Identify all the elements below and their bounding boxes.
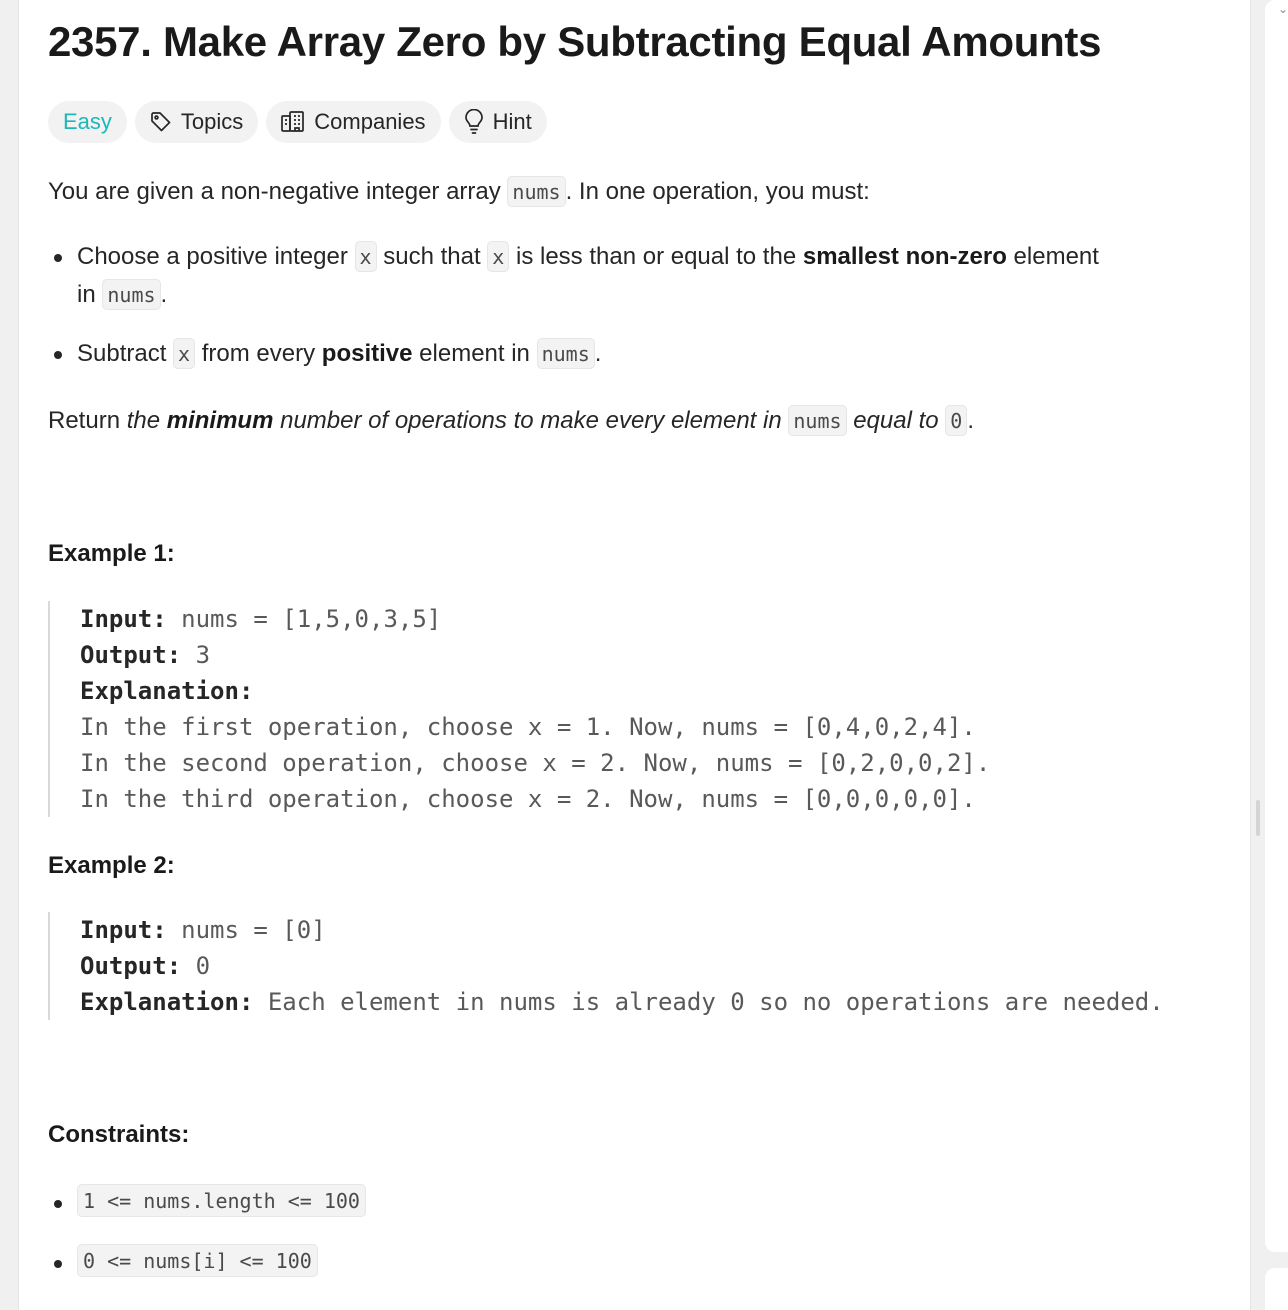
companies-label: Companies xyxy=(314,109,426,134)
difficulty-badge xyxy=(48,101,127,143)
inline-code: x xyxy=(355,241,377,272)
intro-text: You are given a non-negative integer array xyxy=(48,178,508,205)
input-value: nums = [0] xyxy=(166,916,326,944)
text: element xyxy=(1006,243,1099,270)
text: . xyxy=(594,340,602,367)
hint-label: Hint xyxy=(492,109,532,134)
companies-button[interactable] xyxy=(266,101,440,143)
explanation-label: Explanation: xyxy=(80,988,254,1016)
list-item xyxy=(48,335,1228,373)
explanation-label: Explanation: xyxy=(80,677,254,705)
constraints-heading: Constraints: xyxy=(48,1121,190,1148)
bold-text: smallest non-zero xyxy=(802,243,1007,270)
text: Return xyxy=(48,407,127,434)
lightbulb-icon xyxy=(463,109,485,135)
inline-code: 0 xyxy=(945,405,967,436)
inline-code: nums xyxy=(507,176,565,207)
explanation-line: In the first operation, choose x = 1. Now, nums = [0,4,0,2,4]. xyxy=(80,713,976,741)
italic-text: the xyxy=(126,407,167,434)
input-label: Input: xyxy=(80,916,167,944)
italic-text: number of operations to make every element in xyxy=(273,407,789,434)
bold-text: positive xyxy=(321,340,413,367)
input-value: nums = [1,5,0,3,5] xyxy=(166,605,442,633)
explanation-line: In the third operation, choose x = 2. Now, nums = [0,0,0,0,0]. xyxy=(80,785,976,813)
hint-button[interactable] xyxy=(449,101,547,143)
topics-label: Topics xyxy=(180,109,244,134)
inline-code: nums xyxy=(102,279,160,310)
example-1-heading: Example 1: xyxy=(48,540,175,567)
example-2-block xyxy=(48,912,1164,1020)
topics-button[interactable] xyxy=(135,101,258,143)
right-panel xyxy=(1265,0,1288,1252)
output-label: Output: xyxy=(80,952,182,980)
explanation-value: Each element in nums is already 0 so no operations are needed. xyxy=(253,988,1164,1016)
input-label: Input: xyxy=(80,605,167,633)
tag-icon xyxy=(149,110,173,134)
output-label: Output: xyxy=(80,641,182,669)
text: . xyxy=(967,407,974,434)
text: is less than or equal to the xyxy=(509,243,803,270)
problem-tags xyxy=(48,101,547,143)
italic-text: equal to xyxy=(846,407,946,434)
text: in xyxy=(77,281,103,308)
intro-text-end: . In one operation, you must: xyxy=(565,178,870,205)
inline-code: nums xyxy=(537,338,595,369)
text: such that xyxy=(376,243,488,270)
inline-code: x xyxy=(173,338,195,369)
text: element in xyxy=(412,340,537,367)
problem-title[interactable]: 2357. Make Array Zero by Subtracting Equal Amounts xyxy=(48,18,1102,65)
panel-resize-handle[interactable] xyxy=(1256,800,1260,836)
intro-paragraph xyxy=(48,173,870,211)
example-1-block xyxy=(48,601,990,817)
text: . xyxy=(160,281,168,308)
constraint-code: 1 <= nums.length <= 100 xyxy=(77,1184,366,1217)
chevron-down-icon[interactable]: ⌄ xyxy=(1278,2,1288,16)
right-panel-lower xyxy=(1265,1268,1288,1310)
text: Subtract xyxy=(77,340,174,367)
output-value: 0 xyxy=(181,952,211,980)
constraint-code: 0 <= nums[i] <= 100 xyxy=(77,1244,318,1277)
text: from every xyxy=(195,340,322,367)
inline-code: x xyxy=(487,241,509,272)
building-icon xyxy=(280,110,306,134)
output-value: 3 xyxy=(181,641,211,669)
return-paragraph xyxy=(48,402,974,440)
description-panel xyxy=(18,0,1251,1310)
list-item xyxy=(48,238,1228,314)
bold-italic-text: minimum xyxy=(166,407,274,434)
explanation-line: In the second operation, choose x = 2. Now, nums = [0,2,0,0,2]. xyxy=(80,749,991,777)
inline-code: nums xyxy=(788,405,846,436)
difficulty-label: Easy xyxy=(63,109,112,134)
text: Choose a positive integer xyxy=(77,243,355,270)
operation-list xyxy=(48,238,1228,373)
example-2-heading: Example 2: xyxy=(48,852,175,879)
